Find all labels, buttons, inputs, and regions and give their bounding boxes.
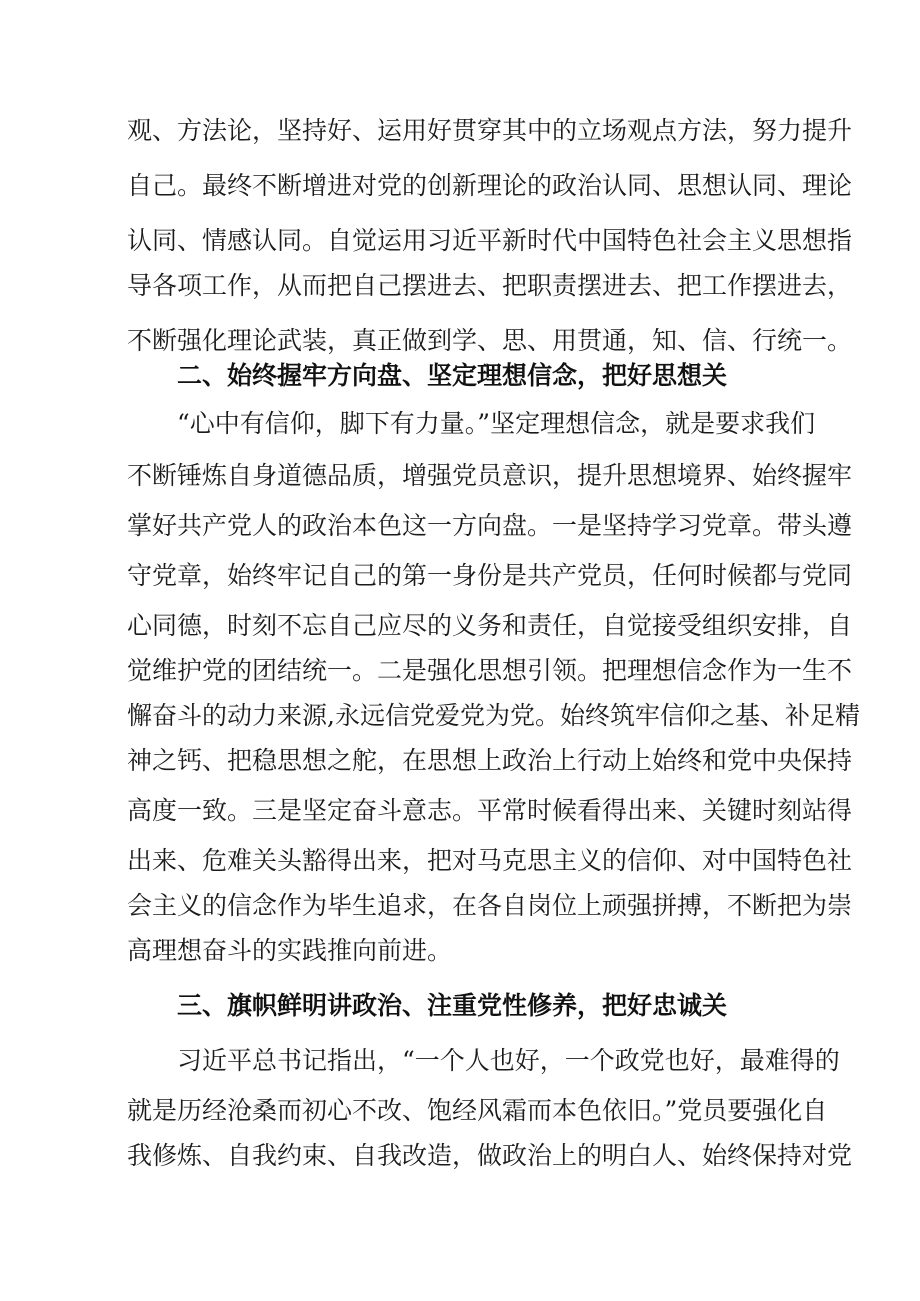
paragraph-line: 习近平总书记指出，“一个人也好，一个政党也好，最难得的	[177, 1046, 840, 1075]
paragraph-line: 高理想奋斗的实践推向前进。	[127, 936, 453, 965]
paragraph-line: 出来、危难关头豁得出来，把对马克思主义的信仰、对中国特色社	[127, 846, 853, 875]
paragraph-line: 认同、情感认同。自觉运用习近平新时代中国特色社会主义思想指	[127, 226, 853, 255]
paragraph-line: 导各项工作，从而把自己摆进去、把职责摆进去、把工作摆进去，	[127, 271, 853, 300]
section-heading-3: 三、旗帜鲜明讲政治、注重党性修养，把好忠诚关	[177, 991, 728, 1020]
paragraph-line: 懈奋斗的动力来源,永远信党爱党为党。始终筑牢信仰之基、补足精	[127, 701, 860, 730]
paragraph-line: 就是历经沧桑而初心不改、饱经风霜而本色依旧。”党员要强化自	[127, 1096, 828, 1125]
paragraph-line: 觉维护党的团结统一。二是强化思想引领。把理想信念作为一生不	[127, 656, 853, 685]
paragraph-line: 守党章，始终牢记自己的第一身份是共产党员，任何时候都与党同	[127, 561, 853, 590]
paragraph-line: 自己。最终不断增进对党的创新理论的政治认同、思想认同、理论	[127, 171, 853, 200]
paragraph-line: 神之钙、把稳思想之舵，在思想上政治上行动上始终和党中央保持	[127, 746, 853, 775]
paragraph-line: 不断锤炼自身道德品质，增强党员意识，提升思想境界、始终握牢	[127, 461, 853, 490]
paragraph-line: 心同德，时刻不忘自己应尽的义务和责任，自觉接受组织安排，自	[127, 611, 853, 640]
paragraph-line: 高度一致。三是坚定奋斗意志。平常时候看得出来、关键时刻站得	[127, 796, 853, 825]
paragraph-line: “心中有信仰，脚下有力量。”坚定理想信念，就是要求我们	[177, 409, 816, 438]
paragraph-line: 我修炼、自我约束、自我改造，做政治上的明白人、始终保持对党	[127, 1141, 853, 1170]
paragraph-line: 会主义的信念作为毕生追求，在各自岗位上顽强拼搏，不断把为崇	[127, 891, 853, 920]
section-heading-2: 二、始终握牢方向盘、坚定理想信念，把好思想关	[177, 361, 728, 390]
paragraph-line: 观、方法论，坚持好、运用好贯穿其中的立场观点方法，努力提升	[127, 116, 853, 145]
paragraph-line: 掌好共产党人的政治本色这一方向盘。一是坚持学习党章。带头遵	[127, 511, 853, 540]
paragraph-line: 不断强化理论武装，真正做到学、思、用贯通，知、信、行统一。	[127, 326, 853, 355]
